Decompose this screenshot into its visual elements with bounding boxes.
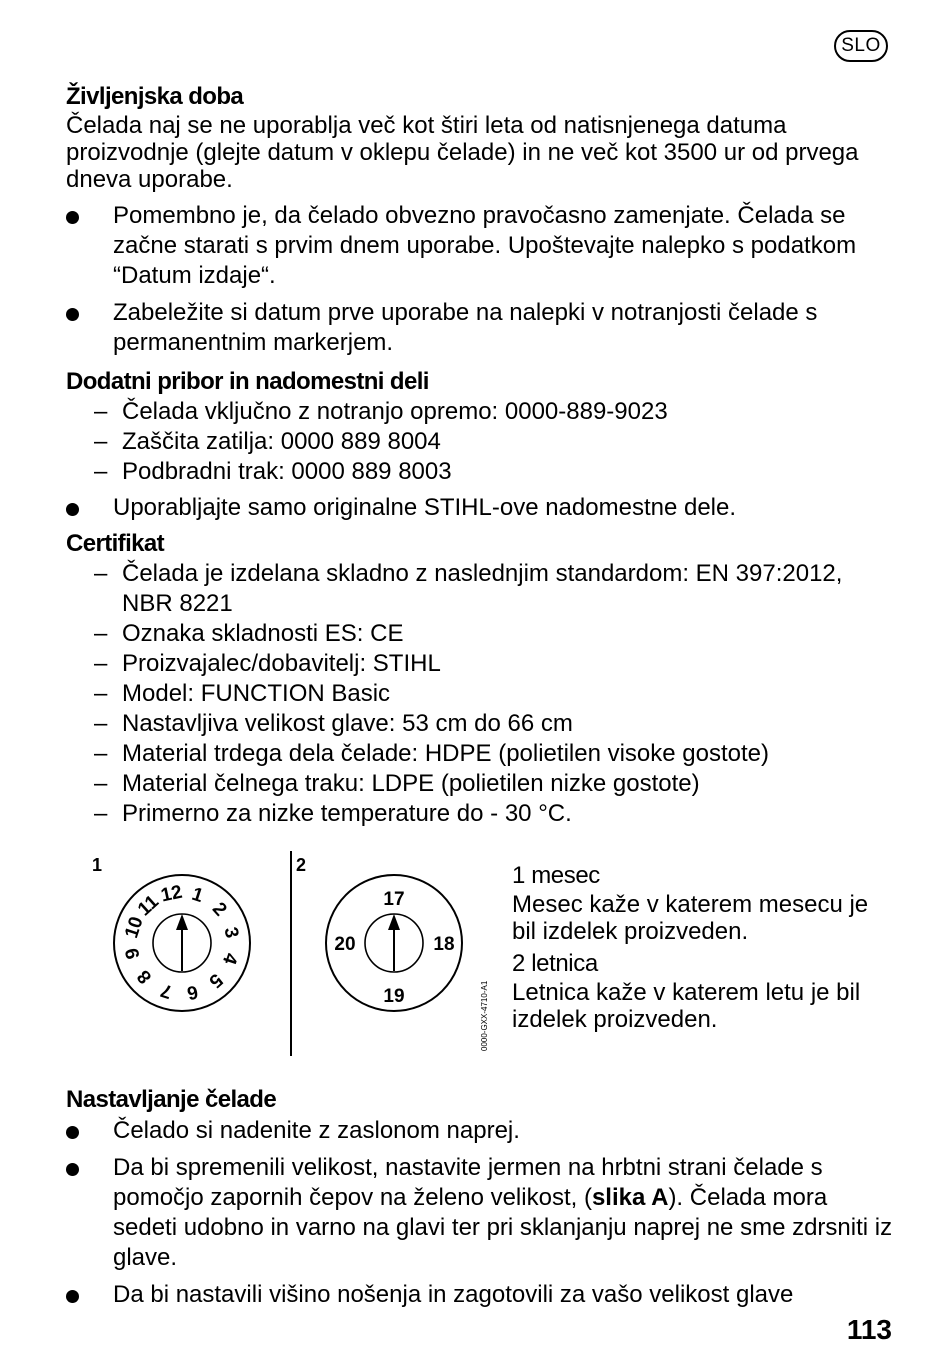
dash-mark: – [94,398,108,425]
month-number: 3 [219,925,243,940]
month-number: 8 [133,965,157,988]
bullet-text-post: ). Čelada mora sedeti udobno in varno na glavi ter pri sklanjanju naprej ne sme zdrsniti iz glave. [113,1184,893,1271]
heading-adjust: Nastavljanje čelade [66,1086,277,1113]
dash-mark: – [94,680,108,707]
year-number: 18 [433,934,455,955]
legend-month-text: Mesec kaže v katerem mesecu je bil izdelek proizveden. [512,891,869,945]
dash-mark: – [94,710,108,737]
dash-item [66,559,896,619]
month-number: 4 [217,950,242,967]
legend-year-text: Letnica kaže v katerem letu je bil izdelek proizveden. [512,979,861,1033]
month-number: 2 [207,898,231,921]
month-number: 10 [121,914,148,941]
dash-text: Material trdega dela čelade: HDPE (polietilen visoke gostote) [122,740,770,767]
figure-reference: slika A [591,1184,669,1211]
lifetime-text: Čelada naj se ne uporablja več kot štiri leta od natisnjenega datuma proizvodnje (glejte datum v oklepu čelade) in ne več kot 3500 ur od prvega dneva uporabe. [66,112,859,193]
bullet-text: Čelado si nadenite z zaslonom naprej. [113,1117,520,1144]
dash-text: Material čelnega traku: LDPE (polietilen nizke gostote) [122,770,700,797]
bullet-text: Da bi nastavili višino nošenja in zagotovili za vašo velikost glave [113,1281,794,1308]
legend-year-heading: 2 letnica [512,950,598,977]
figure-legend [512,861,896,1033]
page-number: 113 [846,1314,892,1345]
dash-item [66,679,896,709]
bullet-dot-icon [66,211,79,224]
month-number: 6 [185,980,200,1004]
dash-text: Nastavljiva velikost glave: 53 cm do 66 cm [122,710,573,737]
year-dial [322,871,466,1015]
dash-text: Primerno za nizke temperature do - 30 °C. [122,800,572,827]
dash-mark: – [94,800,108,827]
month-dial [110,871,254,1015]
legend-month-heading: 1 mesec [512,862,600,889]
dash-text: Čelada vključno z notranjo opremo: 0000-889-9023 [122,398,668,425]
bullet-item [66,298,896,358]
bullet-text: Zabeležite si datum prve uporabe na nalepki v notranjosti čelade s permanentnim markerjem. [113,299,818,356]
date-dial-figure [66,851,896,1081]
month-number: 7 [158,978,175,1003]
language-badge: SLO [834,30,888,62]
dash-text: Oznaka skladnosti ES: CE [122,620,404,647]
dash-text: Proizvajalec/dobavitelj: STIHL [122,650,441,677]
dash-mark: – [94,428,108,455]
heading-accessories: Dodatni pribor in nadomestni deli [66,368,429,395]
dash-item [66,799,896,829]
dash-item [66,619,896,649]
dash-text: Podbradni trak: 0000 889 8003 [122,458,452,485]
month-number: 9 [121,946,145,961]
month-number: 5 [204,968,227,992]
bullet-item [66,1153,896,1273]
dash-text: Model: FUNCTION Basic [122,680,391,707]
bullet-text: Uporabljajte samo originalne STIHL-ove nadomestne dele. [113,494,737,521]
dash-item [66,457,896,487]
bullet-item [66,201,896,291]
dash-mark: – [94,740,108,767]
figure-label-1: 1 [92,855,103,875]
month-number: 11 [134,891,163,921]
month-number: 1 [189,883,206,908]
dash-item [66,427,896,457]
year-number: 17 [383,889,405,910]
bullet-dot-icon [66,308,79,321]
dash-item [66,397,896,427]
bullet-dot-icon [66,1126,79,1139]
dash-mark: – [94,560,108,587]
year-number: 20 [334,934,356,955]
dash-mark: – [94,620,108,647]
month-number: 12 [159,881,185,907]
bullet-item [66,1280,896,1310]
bullet-text: Pomembno je, da čelado obvezno pravočasno zamenjate. Čelada se začne starati s prvim dnem uporabe. Upoštevajte nalepko s podatkom “Datum izdaje“. [113,202,857,289]
bullet-dot-icon [66,1290,79,1303]
page-content [66,82,896,1310]
dash-mark: – [94,458,108,485]
dash-item [66,769,896,799]
year-dial-arrow-icon [388,914,400,930]
dash-item [66,709,896,739]
dash-text: Zaščita zatilja: 0000 889 8004 [122,428,441,455]
dash-item [66,649,896,679]
heading-lifetime: Življenjska doba [66,83,244,110]
bullet-item [66,1116,896,1146]
figure-code: 0000-GXX-4710-A1 [480,980,489,1051]
dash-mark: – [94,650,108,677]
figure-label-2: 2 [296,855,307,875]
dash-mark: – [94,770,108,797]
bullet-dot-icon [66,503,79,516]
figure-divider [290,851,292,1056]
heading-certificate: Certifikat [66,530,165,557]
month-dial-arrow-icon [176,914,188,930]
year-number: 19 [383,986,405,1007]
bullet-dot-icon [66,1163,79,1176]
bullet-text-pre: Da bi spremenili velikost, nastavite jermen na hrbtni strani čelade s pomočjo zapornih čepov na želeno velikost, ( [113,1154,823,1211]
dash-item [66,739,896,769]
dash-text: Čelada je izdelana skladno z naslednjim standardom: EN 397:2012, NBR 8221 [122,560,843,617]
bullet-item [66,493,896,523]
